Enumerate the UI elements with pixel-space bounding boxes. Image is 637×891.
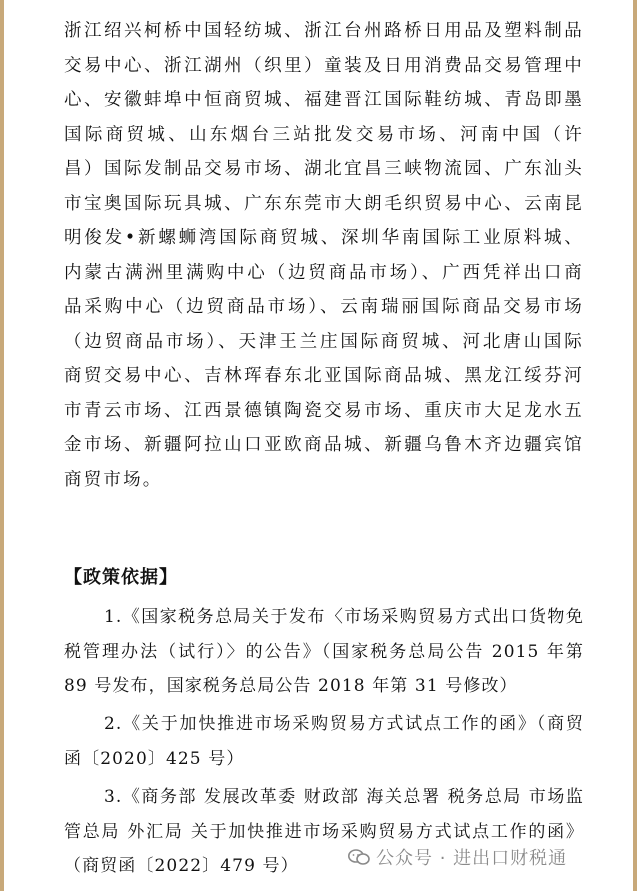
policy-item [64,600,584,704]
page-border-left [0,0,4,891]
policy-basis-heading: 【政策依据】 [64,567,178,588]
policy-item-text: 2.《关于加快推进市场采购贸易方式试点工作的函》（商贸函〔2020〕425 号） [64,714,584,769]
document-body [64,14,584,497]
policy-item [64,707,584,776]
watermark [348,844,567,870]
market-list-paragraph: 浙江绍兴柯桥中国轻纺城、浙江台州路桥日用品及塑料制品交易中心、浙江湖州（织里）童装及日用消费品交易管理中心、安徽蚌埠中恒商贸城、福建晋江国际鞋纺城、青岛即墨国际商贸城、山东烟台三站批发交易市场、河南中国（许昌）国际发制品交易市场、湖北宜昌三峡物流园、广东汕头市宝奥国际玩具城、广东东莞市大朗毛织贸易中心、云南昆明俊发•新螺蛳湾国际商贸城、深圳华南国际工业原料城、内蒙古满洲里满购中心（边贸商品市场）、广西凭祥出口商品采购中心（边贸商品市场）、云南瑞丽国际商品交易市场（边贸商品市场）、天津王兰庄国际商贸城、河北唐山国际商贸交易中心、吉林珲春东北亚国际商品城、黑龙江绥芬河市青云市场、江西景德镇陶瓷交易市场、重庆市大足龙水五金市场、新疆阿拉山口亚欧商品城、新疆乌鲁木齐边疆宾馆商贸市场。 [64,21,584,490]
policy-item-text: 3.《商务部 发展改革委 财政部 海关总署 税务总局 市场监管总局 外汇局 关于加快推进市场采购贸易方式试点工作的函》（商贸函〔2022〕479 号） [64,787,584,876]
wechat-icon [348,849,370,865]
watermark-text: 公众号 · 进出口财税通 [376,848,568,869]
page-border-right [633,0,637,891]
policy-item-text: 1.《国家税务总局关于发布〈市场采购贸易方式出口货物免税管理办法（试行）〉的公告》（国家税务总局公告 2015 年第 89 号发布，国家税务总局公告 2018 年第 31 号修改） [64,607,584,696]
